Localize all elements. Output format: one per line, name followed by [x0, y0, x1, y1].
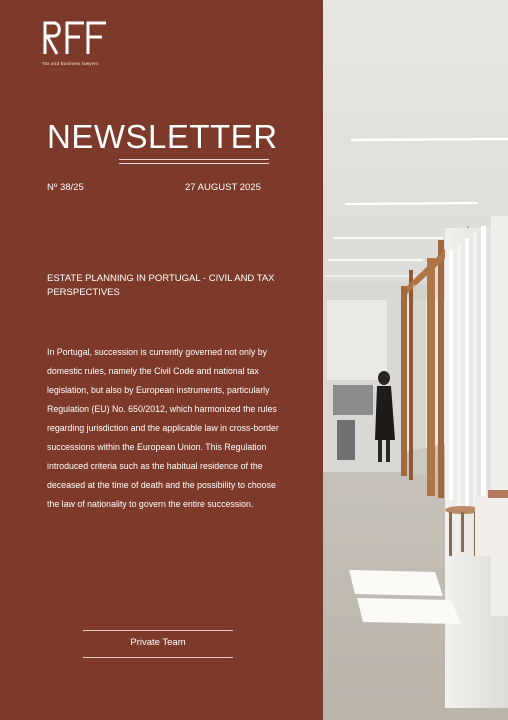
article-body: In Portugal, succession is currently governed not only by domestic rules, namely the Civil Code and national tax legislation, but also by European instruments, particularly Regulation (EU) No. 650/2012, which harmonized the rules regarding jurisdiction and the applicable law in cross-border successions within the European Union. This Regulation introduced criteria such as the habitual residence of the deceased at the time of death and the possibility to choose the law of nationality to govern the entire succession.: [47, 347, 279, 509]
rff-logo: [42, 20, 110, 56]
rff-logo-mark: [42, 20, 110, 56]
team-divider-bottom: [83, 657, 233, 658]
team-divider-top: [83, 630, 233, 631]
title-underline-top: [119, 159, 269, 160]
article-heading: ESTATE PLANNING IN PORTUGAL - CIVIL AND TAX PERSPECTIVES: [47, 273, 275, 298]
title-underline-bottom: [119, 163, 269, 164]
issue-date: 27 AUGUST 2025: [185, 182, 261, 193]
office-interior-image: [323, 0, 508, 720]
office-photo: [323, 0, 508, 720]
issue-number: Nº 38/25: [47, 182, 84, 193]
team-label: Private Team: [130, 637, 186, 648]
newsletter-title: NEWSLETTER: [47, 118, 278, 155]
logo-tagline: Tax and Business lawyers: [42, 61, 99, 66]
